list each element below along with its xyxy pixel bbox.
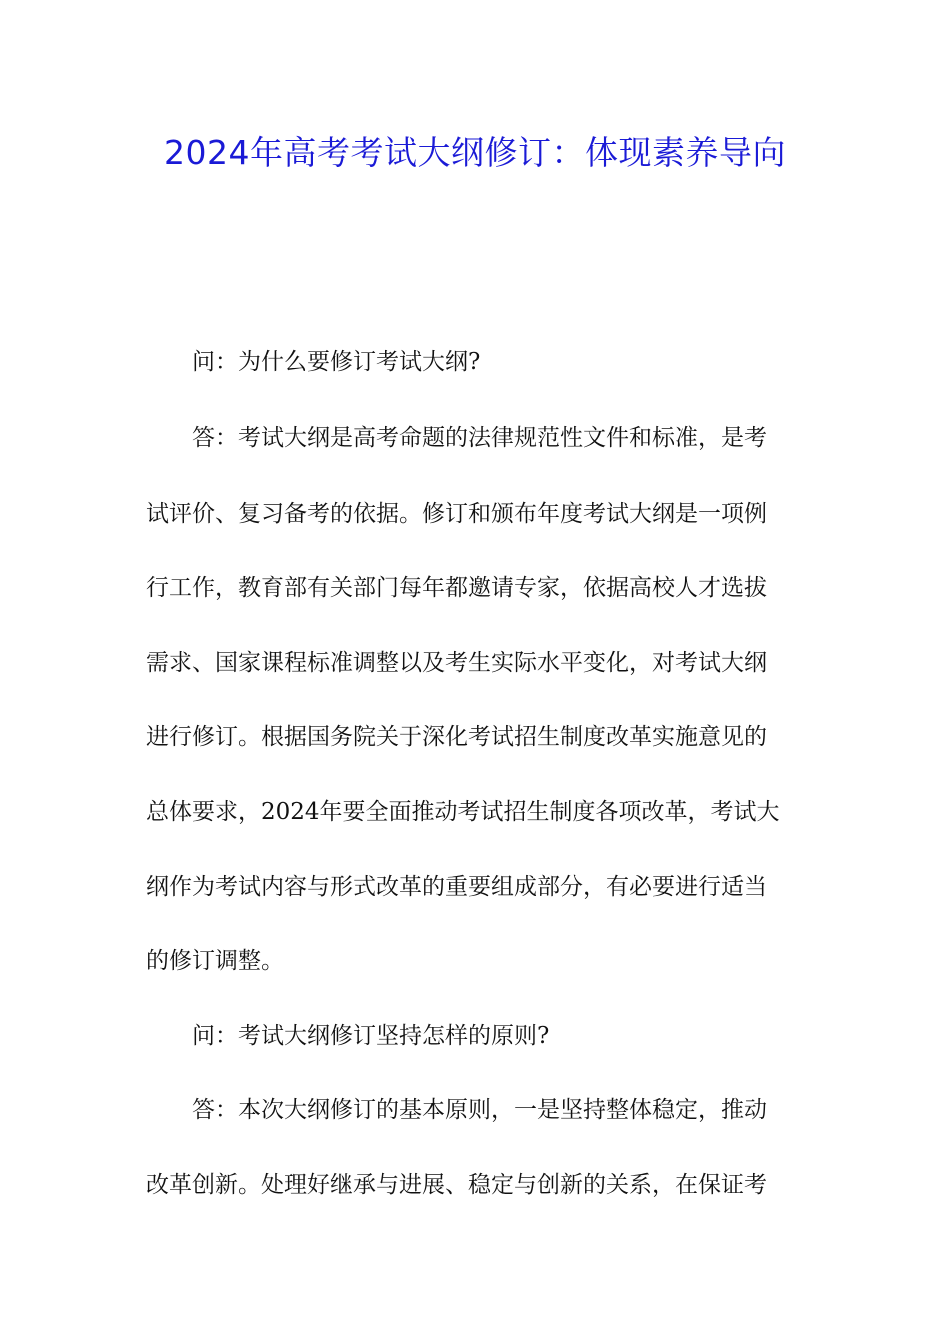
answer-1-line-2: 试评价、复习备考的依据。修订和颁布年度考试大纲是一项例 bbox=[146, 501, 767, 527]
question-2: 问：考试大纲修订坚持怎样的原则? bbox=[192, 1023, 550, 1049]
question-1: 问：为什么要修订考试大纲? bbox=[192, 349, 481, 375]
answer-1-line-3: 行工作，教育部有关部门每年都邀请专家，依据高校人才选拔 bbox=[146, 575, 767, 601]
answer-1-line-1: 答：考试大纲是高考命题的法律规范性文件和标准，是考 bbox=[192, 425, 767, 451]
answer-1-line-6: 总体要求，2024年要全面推动考试招生制度各项改革，考试大 bbox=[146, 799, 780, 825]
answer-1-line-7: 纲作为考试内容与形式改革的重要组成部分，有必要进行适当 bbox=[146, 874, 767, 900]
answer-1-line-4: 需求、国家课程标准调整以及考生实际水平变化，对考试大纲 bbox=[146, 650, 767, 676]
answer-1-line-5: 进行修订。根据国务院关于深化考试招生制度改革实施意见的 bbox=[146, 724, 767, 750]
answer-2-line-1: 答：本次大纲修订的基本原则，一是坚持整体稳定，推动 bbox=[192, 1097, 767, 1123]
document-title: 2024年高考考试大纲修订：体现素养导向 bbox=[164, 133, 786, 172]
answer-1-line-8: 的修订调整。 bbox=[146, 948, 284, 974]
answer-2-line-2: 改革创新。处理好继承与进展、稳定与创新的关系，在保证考 bbox=[146, 1172, 767, 1198]
